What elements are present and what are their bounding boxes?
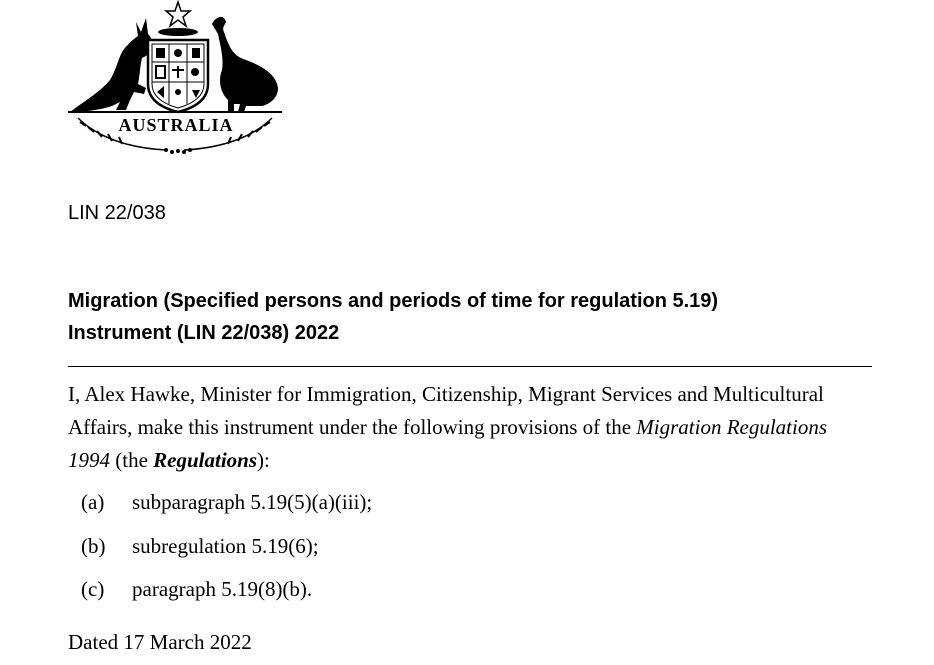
provision-item	[81, 534, 319, 558]
title-line-2: Instrument (LIN 22/038) 2022	[68, 322, 340, 344]
act-name: Migration Regulations 1994	[68, 415, 828, 472]
preamble-paragraph	[68, 378, 868, 477]
preamble-text-start: I, Alex Hawke, Minister for Immigration, Citizenship, Migrant Services and Multicultural Affairs, make this instrument under the following provisions of the	[68, 382, 824, 439]
provision-text: subparagraph 5.19(5)(a)(iii);	[132, 490, 373, 514]
crest-label: AUSTRALIA	[118, 115, 234, 135]
instrument-title	[68, 285, 888, 349]
provision-item	[81, 577, 312, 601]
australian-coat-of-arms-icon	[66, 0, 284, 158]
provision-text: subregulation 5.19(6);	[132, 534, 319, 558]
preamble-text-mid: (the	[110, 448, 154, 472]
provision-mark: (c)	[81, 577, 105, 601]
title-line-1: Migration (Specified persons and periods of time for regulation 5.19)	[68, 290, 719, 312]
provision-mark: (b)	[81, 534, 106, 558]
instrument-number: LIN 22/038	[68, 202, 166, 224]
title-divider	[68, 366, 872, 367]
preamble-text-end: ):	[257, 448, 270, 472]
provision-text: paragraph 5.19(8)(b).	[132, 577, 313, 601]
provision-mark: (a)	[81, 490, 105, 514]
defined-term: Regulations	[153, 448, 258, 472]
provision-item	[81, 490, 372, 514]
dated-line: Dated 17 March 2022	[68, 630, 252, 654]
